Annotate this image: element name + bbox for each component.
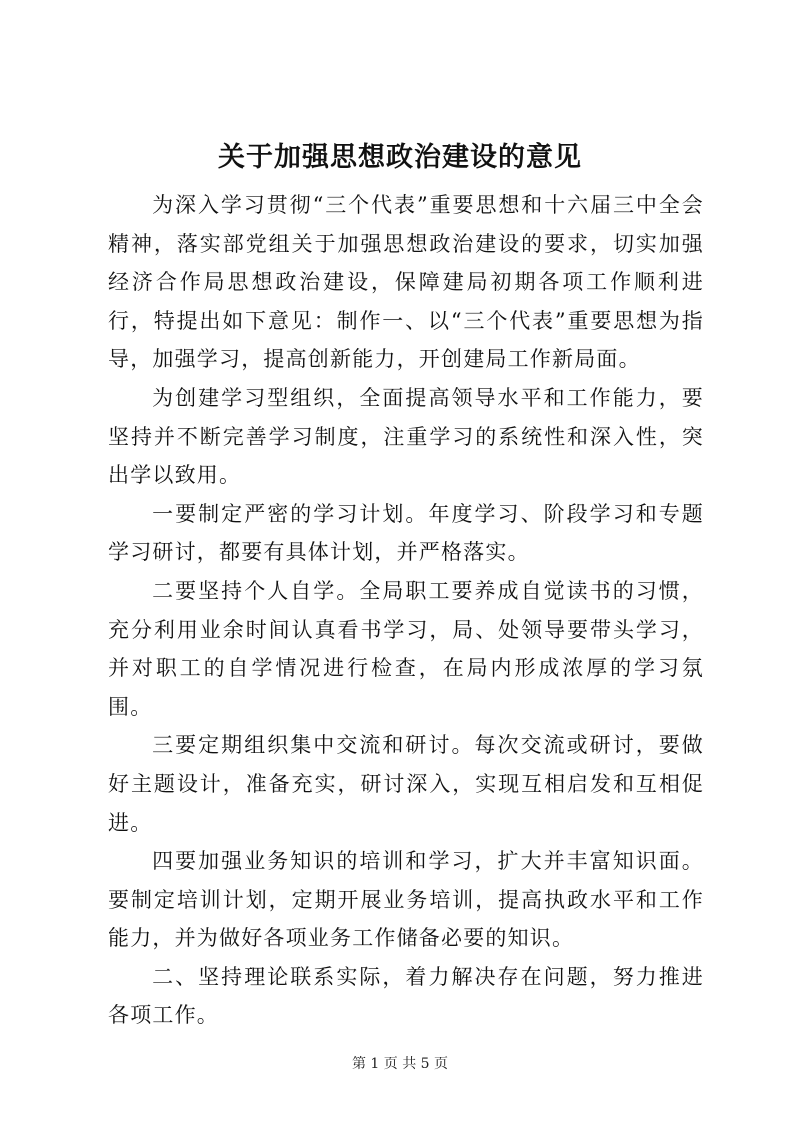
paragraph: 一要制定严密的学习计划。年度学习、阶段学习和专题学习研讨，都要有具体计划，并严格落实。	[108, 501, 704, 565]
paragraph: 二要坚持个人自学。全局职工要养成自觉读书的习惯，充分利用业余时间认真看书学习，局、处领导要带头学习，并对职工的自学情况进行检查，在局内形成浓厚的学习氛围。	[108, 578, 704, 719]
document-title: 关于加强思想政治建设的意见	[218, 142, 582, 173]
paragraph: 三要定期组织集中交流和研讨。每次交流或研讨，要做好主题设计，准备充实，研讨深入，实现互相启发和互相促进。	[108, 733, 704, 835]
paragraph: 二、坚持理论联系实际，着力解决存在问题，努力推进各项工作。	[108, 964, 704, 1028]
page-number-footer: 第 1 页 共 5 页	[351, 1056, 449, 1072]
paragraph: 四要加强业务知识的培训和学习，扩大并丰富知识面。要制定培训计划，定期开展业务培训，提高执政水平和工作能力，并为做好各项业务工作储备必要的知识。	[108, 849, 704, 951]
paragraph: 为创建学习型组织，全面提高领导水平和工作能力，要坚持并不断完善学习制度，注重学习的系统性和深入性，突出学以致用。	[108, 385, 704, 488]
paragraph: 为深入学习贯彻“三个代表”重要思想和十六届三中全会精神，落实部党组关于加强思想政治建设的要求，切实加强经济合作局思想政治建设，保障建局初期各项工作顺利进行，特提出如下意见：制作一、以“三个代表”重要思想为指导，加强学习，提高创新能力，开创建局工作新局面。	[108, 193, 704, 372]
document-body	[108, 186, 704, 1035]
